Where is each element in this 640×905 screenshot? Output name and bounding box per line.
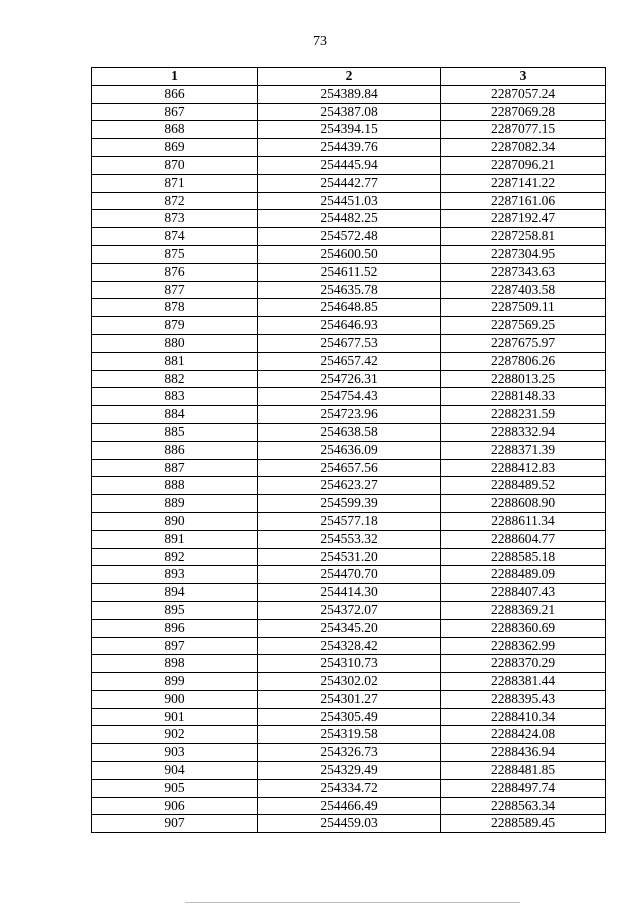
x-coordinate-cell: 254638.58 [258, 423, 441, 441]
point-number-cell: 885 [92, 423, 258, 441]
table-row [92, 334, 606, 352]
table-row [92, 797, 606, 815]
point-number-cell: 874 [92, 228, 258, 246]
x-coordinate-cell: 254445.94 [258, 156, 441, 174]
x-coordinate-cell: 254442.77 [258, 174, 441, 192]
table-row [92, 299, 606, 317]
point-number-cell: 873 [92, 210, 258, 228]
point-number-cell: 877 [92, 281, 258, 299]
y-coordinate-cell: 2288604.77 [441, 530, 606, 548]
point-number-cell: 867 [92, 103, 258, 121]
point-number-cell: 894 [92, 584, 258, 602]
table-row [92, 619, 606, 637]
x-coordinate-cell: 254328.42 [258, 637, 441, 655]
column-header-3: 3 [441, 68, 606, 86]
table-row [92, 245, 606, 263]
y-coordinate-cell: 2287258.81 [441, 228, 606, 246]
table-row [92, 815, 606, 833]
point-number-cell: 868 [92, 121, 258, 139]
table-row [92, 744, 606, 762]
x-coordinate-cell: 254611.52 [258, 263, 441, 281]
y-coordinate-cell: 2288589.45 [441, 815, 606, 833]
y-coordinate-cell: 2287077.15 [441, 121, 606, 139]
x-coordinate-cell: 254677.53 [258, 334, 441, 352]
x-coordinate-cell: 254599.39 [258, 495, 441, 513]
table-row [92, 459, 606, 477]
y-coordinate-cell: 2288395.43 [441, 690, 606, 708]
y-coordinate-cell: 2288231.59 [441, 406, 606, 424]
point-number-cell: 886 [92, 441, 258, 459]
y-coordinate-cell: 2288369.21 [441, 601, 606, 619]
x-coordinate-cell: 254439.76 [258, 139, 441, 157]
y-coordinate-cell: 2287141.22 [441, 174, 606, 192]
point-number-cell: 891 [92, 530, 258, 548]
y-coordinate-cell: 2288481.85 [441, 762, 606, 780]
x-coordinate-cell: 254723.96 [258, 406, 441, 424]
y-coordinate-cell: 2288410.34 [441, 708, 606, 726]
y-coordinate-cell: 2288360.69 [441, 619, 606, 637]
y-coordinate-cell: 2288608.90 [441, 495, 606, 513]
y-coordinate-cell: 2288013.25 [441, 370, 606, 388]
table-row [92, 281, 606, 299]
table-row [92, 103, 606, 121]
table-row [92, 673, 606, 691]
y-coordinate-cell: 2287569.25 [441, 317, 606, 335]
x-coordinate-cell: 254635.78 [258, 281, 441, 299]
y-coordinate-cell: 2287096.21 [441, 156, 606, 174]
y-coordinate-cell: 2287509.11 [441, 299, 606, 317]
y-coordinate-cell: 2288407.43 [441, 584, 606, 602]
y-coordinate-cell: 2288436.94 [441, 744, 606, 762]
x-coordinate-cell: 254459.03 [258, 815, 441, 833]
point-number-cell: 876 [92, 263, 258, 281]
table-row [92, 192, 606, 210]
table-row [92, 85, 606, 103]
x-coordinate-cell: 254451.03 [258, 192, 441, 210]
y-coordinate-cell: 2287069.28 [441, 103, 606, 121]
point-number-cell: 901 [92, 708, 258, 726]
table-row [92, 477, 606, 495]
point-number-cell: 883 [92, 388, 258, 406]
table-row [92, 548, 606, 566]
point-number-cell: 902 [92, 726, 258, 744]
table-row [92, 317, 606, 335]
y-coordinate-cell: 2287806.26 [441, 352, 606, 370]
table-row [92, 121, 606, 139]
y-coordinate-cell: 2287304.95 [441, 245, 606, 263]
table-row [92, 388, 606, 406]
point-number-cell: 892 [92, 548, 258, 566]
x-coordinate-cell: 254334.72 [258, 779, 441, 797]
x-coordinate-cell: 254623.27 [258, 477, 441, 495]
y-coordinate-cell: 2287057.24 [441, 85, 606, 103]
page-number: 73 [313, 34, 327, 49]
y-coordinate-cell: 2288412.83 [441, 459, 606, 477]
point-number-cell: 890 [92, 512, 258, 530]
coordinates-table-container [91, 67, 605, 833]
table-header-row [92, 68, 606, 86]
x-coordinate-cell: 254572.48 [258, 228, 441, 246]
x-coordinate-cell: 254600.50 [258, 245, 441, 263]
point-number-cell: 878 [92, 299, 258, 317]
table-row [92, 228, 606, 246]
x-coordinate-cell: 254470.70 [258, 566, 441, 584]
point-number-cell: 870 [92, 156, 258, 174]
table-row [92, 139, 606, 157]
x-coordinate-cell: 254326.73 [258, 744, 441, 762]
point-number-cell: 889 [92, 495, 258, 513]
point-number-cell: 884 [92, 406, 258, 424]
x-coordinate-cell: 254657.56 [258, 459, 441, 477]
point-number-cell: 875 [92, 245, 258, 263]
y-coordinate-cell: 2288585.18 [441, 548, 606, 566]
y-coordinate-cell: 2288489.09 [441, 566, 606, 584]
table-row [92, 708, 606, 726]
point-number-cell: 907 [92, 815, 258, 833]
point-number-cell: 897 [92, 637, 258, 655]
x-coordinate-cell: 254319.58 [258, 726, 441, 744]
point-number-cell: 903 [92, 744, 258, 762]
y-coordinate-cell: 2287675.97 [441, 334, 606, 352]
table-row [92, 584, 606, 602]
y-coordinate-cell: 2288563.34 [441, 797, 606, 815]
table-row [92, 441, 606, 459]
y-coordinate-cell: 2288489.52 [441, 477, 606, 495]
y-coordinate-cell: 2287161.06 [441, 192, 606, 210]
table-row [92, 762, 606, 780]
y-coordinate-cell: 2288381.44 [441, 673, 606, 691]
point-number-cell: 879 [92, 317, 258, 335]
table-row [92, 690, 606, 708]
point-number-cell: 872 [92, 192, 258, 210]
x-coordinate-cell: 254726.31 [258, 370, 441, 388]
y-coordinate-cell: 2288371.39 [441, 441, 606, 459]
point-number-cell: 869 [92, 139, 258, 157]
point-number-cell: 895 [92, 601, 258, 619]
x-coordinate-cell: 254387.08 [258, 103, 441, 121]
x-coordinate-cell: 254345.20 [258, 619, 441, 637]
table-row [92, 601, 606, 619]
point-number-cell: 888 [92, 477, 258, 495]
column-header-2: 2 [258, 68, 441, 86]
column-header-1: 1 [92, 68, 258, 86]
x-coordinate-cell: 254636.09 [258, 441, 441, 459]
table-row [92, 530, 606, 548]
table-row [92, 566, 606, 584]
table-row [92, 156, 606, 174]
table-row [92, 352, 606, 370]
x-coordinate-cell: 254305.49 [258, 708, 441, 726]
x-coordinate-cell: 254372.07 [258, 601, 441, 619]
point-number-cell: 866 [92, 85, 258, 103]
table-row [92, 370, 606, 388]
x-coordinate-cell: 254577.18 [258, 512, 441, 530]
y-coordinate-cell: 2288370.29 [441, 655, 606, 673]
x-coordinate-cell: 254394.15 [258, 121, 441, 139]
point-number-cell: 906 [92, 797, 258, 815]
table-row [92, 210, 606, 228]
y-coordinate-cell: 2287082.34 [441, 139, 606, 157]
table-row [92, 512, 606, 530]
y-coordinate-cell: 2288497.74 [441, 779, 606, 797]
x-coordinate-cell: 254553.32 [258, 530, 441, 548]
x-coordinate-cell: 254310.73 [258, 655, 441, 673]
point-number-cell: 871 [92, 174, 258, 192]
point-number-cell: 899 [92, 673, 258, 691]
y-coordinate-cell: 2287192.47 [441, 210, 606, 228]
table-row [92, 779, 606, 797]
point-number-cell: 882 [92, 370, 258, 388]
point-number-cell: 893 [92, 566, 258, 584]
table-row [92, 406, 606, 424]
x-coordinate-cell: 254657.42 [258, 352, 441, 370]
table-row [92, 174, 606, 192]
table-row [92, 637, 606, 655]
y-coordinate-cell: 2288424.08 [441, 726, 606, 744]
table-row [92, 726, 606, 744]
table-body [92, 85, 606, 832]
y-coordinate-cell: 2288362.99 [441, 637, 606, 655]
y-coordinate-cell: 2287343.63 [441, 263, 606, 281]
point-number-cell: 904 [92, 762, 258, 780]
x-coordinate-cell: 254531.20 [258, 548, 441, 566]
bottom-scan-line [185, 902, 520, 903]
table-row [92, 263, 606, 281]
x-coordinate-cell: 254302.02 [258, 673, 441, 691]
x-coordinate-cell: 254389.84 [258, 85, 441, 103]
point-number-cell: 900 [92, 690, 258, 708]
point-number-cell: 880 [92, 334, 258, 352]
table-row [92, 423, 606, 441]
x-coordinate-cell: 254329.49 [258, 762, 441, 780]
x-coordinate-cell: 254301.27 [258, 690, 441, 708]
x-coordinate-cell: 254646.93 [258, 317, 441, 335]
y-coordinate-cell: 2288148.33 [441, 388, 606, 406]
y-coordinate-cell: 2288611.34 [441, 512, 606, 530]
table-row [92, 495, 606, 513]
y-coordinate-cell: 2288332.94 [441, 423, 606, 441]
y-coordinate-cell: 2287403.58 [441, 281, 606, 299]
coordinates-table [91, 67, 606, 833]
point-number-cell: 905 [92, 779, 258, 797]
x-coordinate-cell: 254482.25 [258, 210, 441, 228]
x-coordinate-cell: 254648.85 [258, 299, 441, 317]
point-number-cell: 896 [92, 619, 258, 637]
x-coordinate-cell: 254466.49 [258, 797, 441, 815]
table-row [92, 655, 606, 673]
x-coordinate-cell: 254754.43 [258, 388, 441, 406]
point-number-cell: 887 [92, 459, 258, 477]
point-number-cell: 898 [92, 655, 258, 673]
point-number-cell: 881 [92, 352, 258, 370]
x-coordinate-cell: 254414.30 [258, 584, 441, 602]
